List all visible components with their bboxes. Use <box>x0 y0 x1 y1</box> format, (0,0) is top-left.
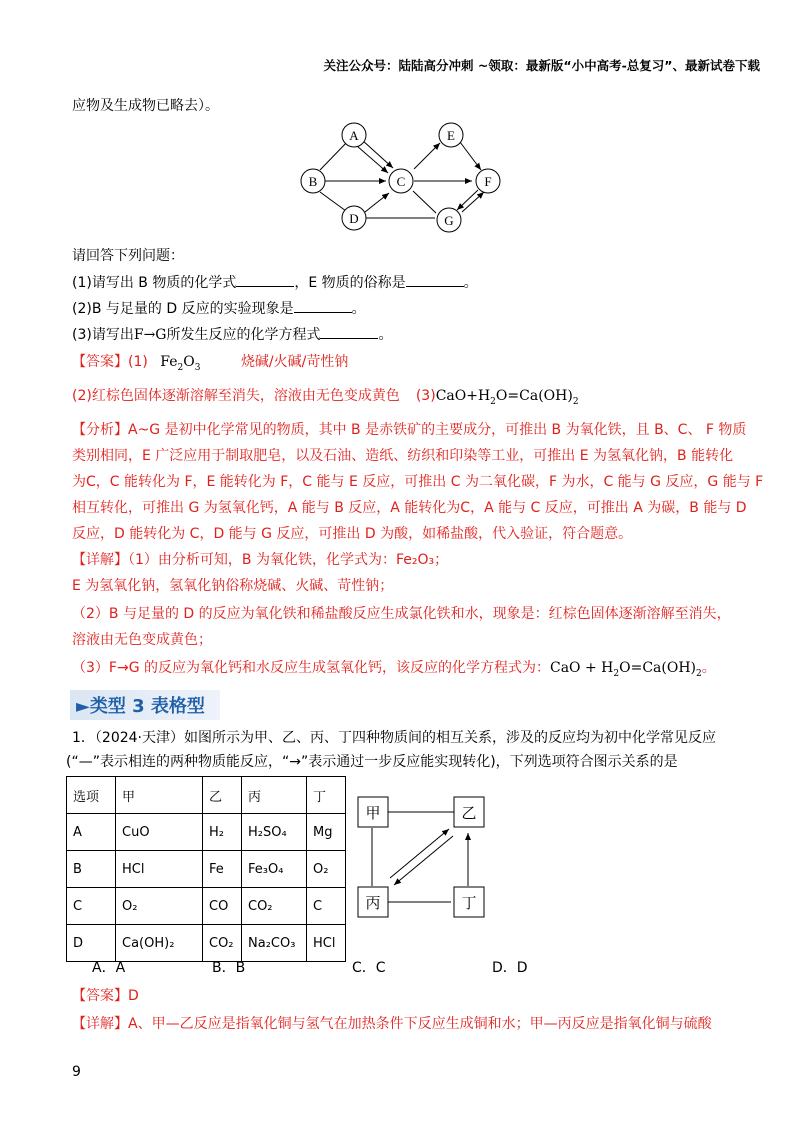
detail-line-3: （2）B 与足量的 D 的反应为氧化铁和稀盐酸反应生成氯化铁和水，现象是：红棕色固体逐渐溶解至消失， <box>72 606 731 622</box>
table-cell: Ca(OH)₂ <box>116 925 203 962</box>
node-label-b: B <box>308 174 318 189</box>
table-row <box>67 851 346 888</box>
table-cell: CO₂ <box>203 925 242 962</box>
page-header: 关注公众号：陆陆高分冲刺 ~领取：最新版“小中高考-总复习”、最新试卷下载 <box>323 58 760 73</box>
table-cell: D <box>67 925 116 962</box>
table-row <box>67 814 346 851</box>
choice-a: A．A <box>92 960 126 976</box>
table-cell: Mg <box>307 814 346 851</box>
table-cell: CO₂ <box>242 888 307 925</box>
equation-2: CaO + $H_2O=Ca(OH)_2$ <box>550 660 702 679</box>
question-1: (1)请写出 B 物质的化学式 ，E 物质的俗称是 。 <box>72 272 478 293</box>
table-cell: H₂SO₄ <box>242 814 307 851</box>
node-label-d: D <box>349 211 359 226</box>
questions-prompt: 请回答下列问题： <box>72 248 184 264</box>
answer-line-1: 【答案】(1) $Fe_2O_3$ 烧碱/火碱/苛性钠 <box>72 354 349 373</box>
options-table <box>66 776 346 962</box>
detail-line-4: 溶液由无色变成黄色； <box>72 632 212 648</box>
table-cell: Na₂CO₃ <box>242 925 307 962</box>
table-header-cell: 选项 <box>67 777 116 814</box>
substance-relation-diagram <box>350 794 490 924</box>
table-header-cell: 甲 <box>116 777 203 814</box>
table-cell: HCl <box>116 851 203 888</box>
table-cell: CuO <box>116 814 203 851</box>
table-cell: H₂ <box>203 814 242 851</box>
node-label-f: F <box>484 174 492 189</box>
table-header-row <box>67 777 346 814</box>
table-cell: A <box>67 814 116 851</box>
analysis-line-4: 相互转化，可推出 G 为氢氧化钙，A 能与 B 反应，A 能转化为C，A 能与 C 反应，可推出 A 为碳，B 能与 D <box>72 500 747 516</box>
equation-1: $CaO+H_2O=Ca(OH)_2$ <box>435 388 579 407</box>
table-header-cell: 丙 <box>242 777 307 814</box>
analysis-line-5: 反应，D 能转化为 C，D 能与 G 反应，可推出 D 为酸，如稀盐酸，代入验证，符合题意。 <box>72 526 633 542</box>
table-cell: B <box>67 851 116 888</box>
node-label-e: E <box>447 128 455 143</box>
detail2-line-1: 【详解】A、甲—乙反应是指氧化铜与氢气在加热条件下反应生成铜和水；甲—丙反应是指氧化铜与硫酸 <box>72 1016 712 1032</box>
node-label-g: G <box>444 213 454 228</box>
table-cell: O₂ <box>116 888 203 925</box>
intro-line: 应物及生成物已略去）。 <box>72 98 219 114</box>
label-yi: 乙 <box>461 804 477 822</box>
table-cell: Fe₃O₄ <box>242 851 307 888</box>
reaction-network-diagram <box>290 118 520 238</box>
table-header-cell: 丁 <box>307 777 346 814</box>
section-title: ►类型 3 表格型 <box>76 696 205 717</box>
label-jia: 甲 <box>365 804 381 822</box>
analysis-line-3: 为C，C 能转化为 F，E 能转化为 F，C 能与 E 反应，可推出 C 为二氧化碳，F 为水，C 能与 G 反应，G 能与 F <box>72 474 764 490</box>
detail-line-2: E 为氢氧化钠，氢氧化钠俗称烧碱、火碱、苛性钠； <box>72 578 394 594</box>
question2-line-1: 1．（2024·天津）如图所示为甲、乙、丙、丁四种物质间的相互关系，涉及的反应均为初中化学常见反应 <box>72 730 716 746</box>
fe2o3-formula: $Fe_2O_3$ <box>160 354 201 373</box>
table-cell: CO <box>203 888 242 925</box>
node-label-c: C <box>396 174 406 189</box>
choice-d: D．D <box>492 960 528 976</box>
detail-line-1: 【详解】（1）由分析可知，B 为氧化铁，化学式为：Fe₂O₃； <box>72 552 449 568</box>
label-ding: 丁 <box>461 894 477 912</box>
node-label-a: A <box>349 128 359 143</box>
table-cell: Fe <box>203 851 242 888</box>
question2-line-2: (“—”表示相连的两种物质能反应，“→”表示通过一步反应能实现转化)，下列选项符合图示关系的是 <box>66 754 678 770</box>
question-2: (2)B 与足量的 D 反应的实验现象是 。 <box>72 298 366 319</box>
question-3: (3)请写出F→G所发生反应的化学方程式 。 <box>72 324 392 345</box>
table-cell: O₂ <box>307 851 346 888</box>
table-row <box>67 888 346 925</box>
table-header-cell: 乙 <box>203 777 242 814</box>
label-bing: 丙 <box>365 894 381 912</box>
analysis-line-1: 【分析】A~G 是初中化学常见的物质，其中 B 是赤铁矿的主要成分，可推出 B 为氧化铁，且 B、C、 F 物质 <box>72 422 747 438</box>
table-cell: HCl <box>307 925 346 962</box>
choice-c: C．C <box>352 960 386 976</box>
table-row <box>67 925 346 962</box>
detail-line-5: （3）F→G 的反应为氧化钙和水反应生成氢氧化钙，该反应的化学方程式为：CaO + $H_2O=Ca(OH)_2$。 <box>72 660 716 679</box>
answer2: 【答案】D <box>72 988 139 1004</box>
table-cell: C <box>307 888 346 925</box>
table-cell: C <box>67 888 116 925</box>
answer-line-2: (2)红棕色固体逐渐溶解至消失，溶液由无色变成黄色 $(3)CaO+H_2O=Ca(OH)_2$ <box>72 388 579 407</box>
choice-b: B．B <box>212 960 246 976</box>
page-number: 9 <box>72 1064 81 1080</box>
analysis-line-2: 类别相同，E 广泛应用于制取肥皂，以及石油、造纸、纺织和印染等工业，可推出 E 为氢氧化钠，B 能转化 <box>72 448 734 464</box>
